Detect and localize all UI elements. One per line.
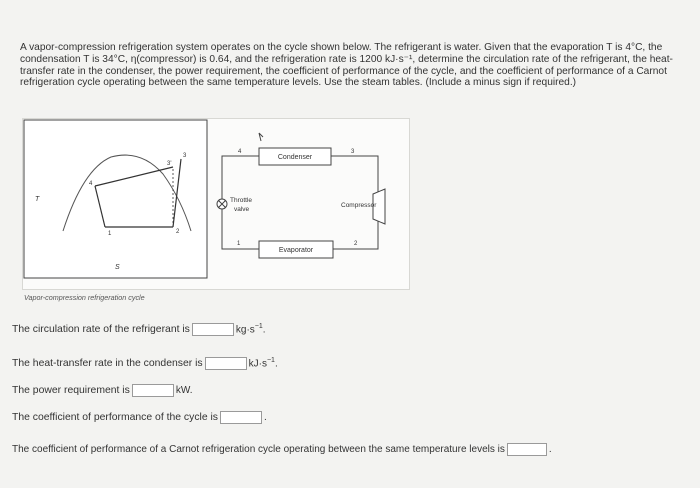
question-power-requirement: The power requirement is kW. [12, 385, 193, 396]
answer-input-cop-carnot[interactable] [507, 443, 547, 456]
pipe-top-right [331, 156, 378, 194]
cycle-diagram [23, 119, 409, 289]
node-label-1: 1 [237, 241, 241, 247]
figure-caption: Vapor-compression refrigeration cycle [24, 293, 145, 302]
question-circulation-rate: The circulation rate of the refrigerant is $kg\cdot s^{-1}$. [12, 323, 266, 336]
question-condenser-heat-rate: The heat-transfer rate in the condenser is $kJ\cdot s^{-1}$. [12, 357, 278, 370]
question-cop-carnot: The coefficient of performance of a Carnot refrigeration cycle operating between the same temperature levels is . [12, 444, 552, 455]
unit-power: kW. [175, 385, 193, 396]
answer-input-condenser-heat-rate[interactable] [205, 357, 247, 370]
ts-diagram-frame [24, 120, 207, 278]
node-label-3: 3 [351, 149, 355, 155]
compressor-label: Compressor [341, 202, 377, 209]
evaporator-label: Evaporator [278, 247, 314, 254]
condenser-label: Condenser [277, 154, 313, 161]
heat-out-arrow [259, 133, 263, 141]
answer-input-cop-cycle[interactable] [220, 411, 262, 424]
answer-input-power-requirement[interactable] [132, 384, 174, 397]
ts-point-1: 1 [108, 231, 112, 237]
ts-point-2: 2 [176, 229, 180, 235]
ts-point-3prime: 3' [167, 161, 172, 167]
unit-circulation: $kg\cdot s^{-1}$. [235, 323, 266, 336]
problem-statement: A vapor-compression refrigeration system operates on the cycle shown below. The refrigerant is water. Given that the evaporation T is 4°C, the condensation T is 34°C, η(compressor) is 0.64, and the refrigeration rate is 1200 kJ·s⁻¹, determine the circulation rate of the refrigerant, the heat-transfer rate in the condenser, the power requirement, the coefficient of performance of the cycle, and the coefficient of performance of a Carnot refrigeration cycle operating between the same temperature levels. Use the steam tables. (Include a minus sign if required.) [20, 42, 673, 89]
node-label-4: 4 [238, 149, 242, 155]
throttle-label-1: Throttle [230, 197, 253, 204]
ts-axis-t-label: T [35, 196, 40, 203]
ts-point-3: 3 [183, 153, 187, 159]
question-cop-cycle: The coefficient of performance of the cycle is . [12, 412, 267, 423]
cycle-figure [22, 118, 410, 290]
unit-condenser: $kJ\cdot s^{-1}$. [248, 357, 278, 370]
answer-input-circulation-rate[interactable] [192, 323, 234, 336]
ts-axis-s-label: S [115, 264, 120, 271]
node-label-2: 2 [354, 241, 358, 247]
throttle-label-2: valve [234, 206, 250, 213]
ts-point-4: 4 [89, 181, 93, 187]
